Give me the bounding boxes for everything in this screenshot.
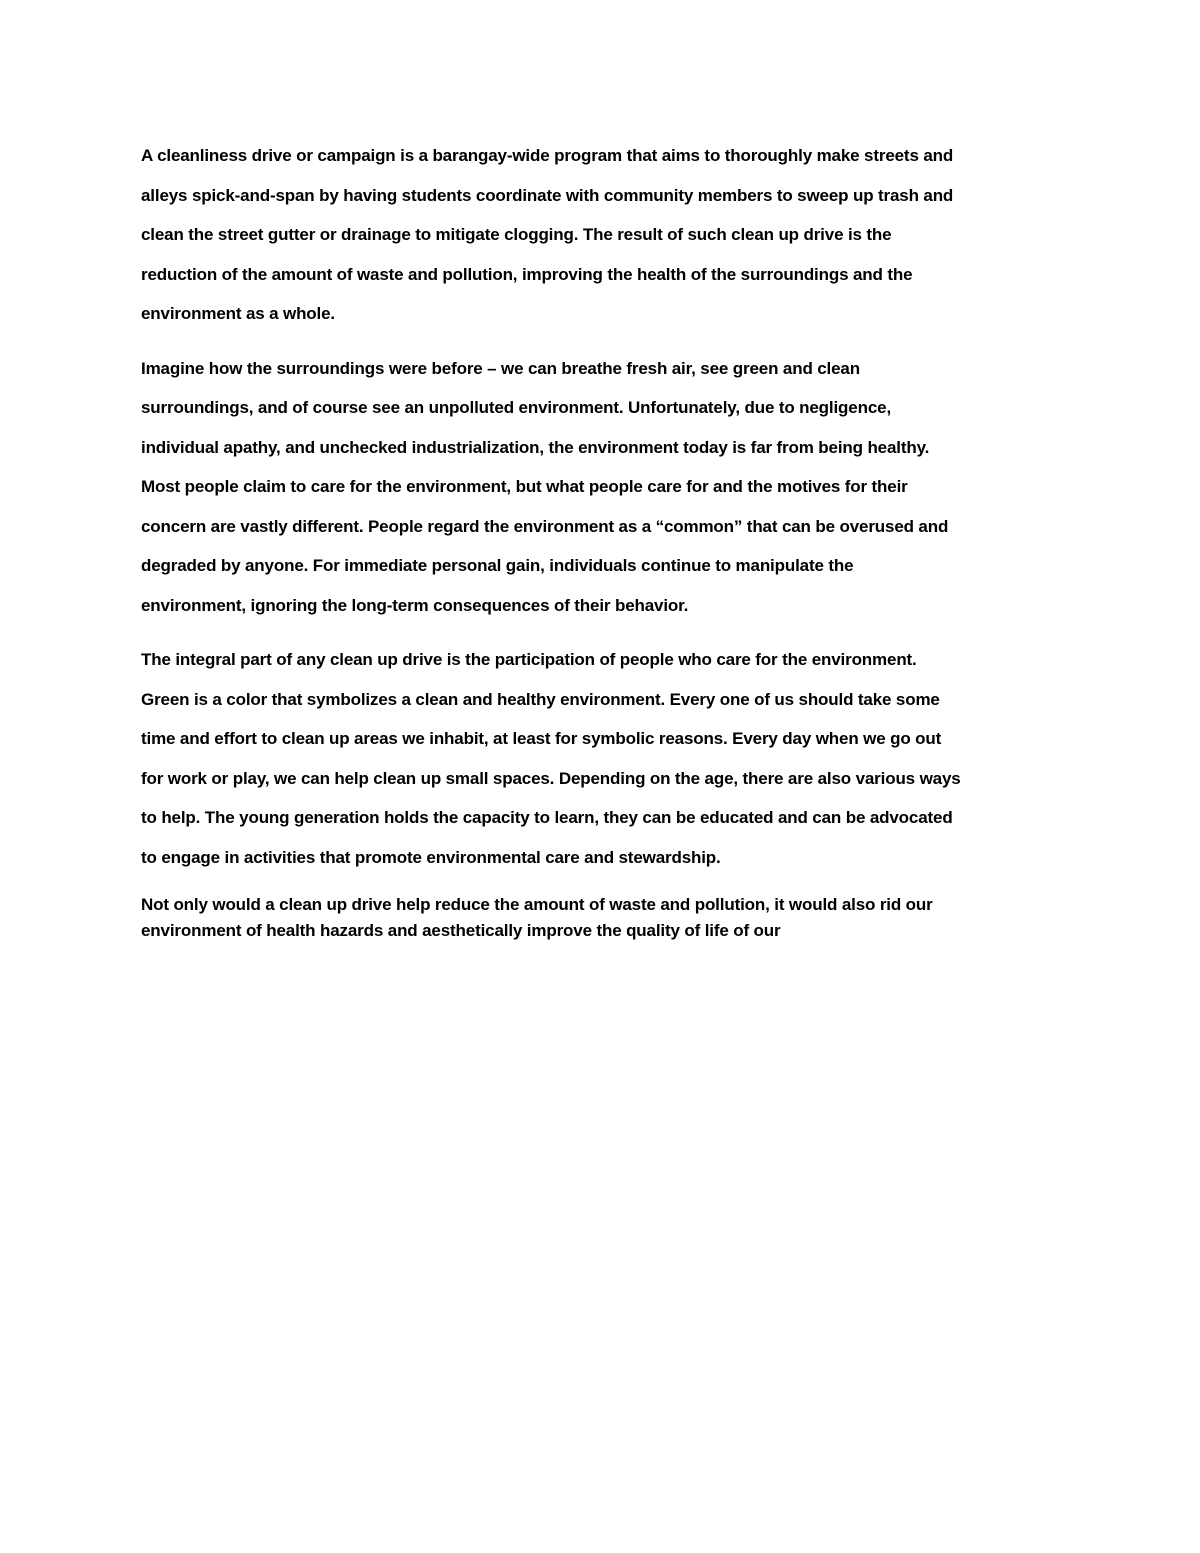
text-line: Green is a color that symbolizes a clean and healthy environment. Every one of us should take some [141,689,940,709]
text-line: The integral part of any clean up drive is the participation of people who care for the environment. [141,650,917,669]
text-line: environment as a whole. [141,304,335,323]
text-line: environment of health hazards and aesthetically improve the quality of life of our [141,921,781,940]
text-line: concern are vastly different. People regard the environment as a “common” that can be overused and [141,516,949,536]
text-line: Most people claim to care for the environment, but what people care for and the motives for their [141,477,908,496]
text-line: individual apathy, and unchecked industrialization, the environment today is far from being healthy. [141,437,930,457]
text-line: environment, ignoring the long-term consequences of their behavior. [141,595,689,615]
paragraph-4 [141,892,1061,944]
text-line: clean the street gutter or drainage to mitigate clogging. The result of such clean up drive is the [141,225,892,244]
text-line: to engage in activities that promote environmental care and stewardship. [141,847,721,867]
text-line: to help. The young generation holds the capacity to learn, they can be educated and can be advocated [141,808,953,827]
paragraph-3 [141,640,1061,877]
text-line: reduction of the amount of waste and pollution, improving the health of the surroundings and the [141,264,913,284]
text-line: A cleanliness drive or campaign is a barangay-wide program that aims to thoroughly make streets and [141,146,954,165]
text-line: Not only would a clean up drive help reduce the amount of waste and pollution, it would also rid our [141,895,933,914]
text-line: time and effort to clean up areas we inhabit, at least for symbolic reasons. Every day when we go out [141,729,942,748]
text-line: degraded by anyone. For immediate personal gain, individuals continue to manipulate the [141,556,854,575]
text-line: surroundings, and of course see an unpolluted environment. Unfortunately, due to negligence, [141,398,892,417]
text-line: alleys spick-and-span by having students coordinate with community members to sweep up trash and [141,185,954,205]
paragraph-1 [141,136,1061,334]
document-body [141,136,1061,959]
paragraph-2 [141,349,1061,626]
text-line: Imagine how the surroundings were before – we can breathe fresh air, see green and clean [141,358,860,378]
text-line: for work or play, we can help clean up small spaces. Depending on the age, there are also various ways [141,768,961,788]
